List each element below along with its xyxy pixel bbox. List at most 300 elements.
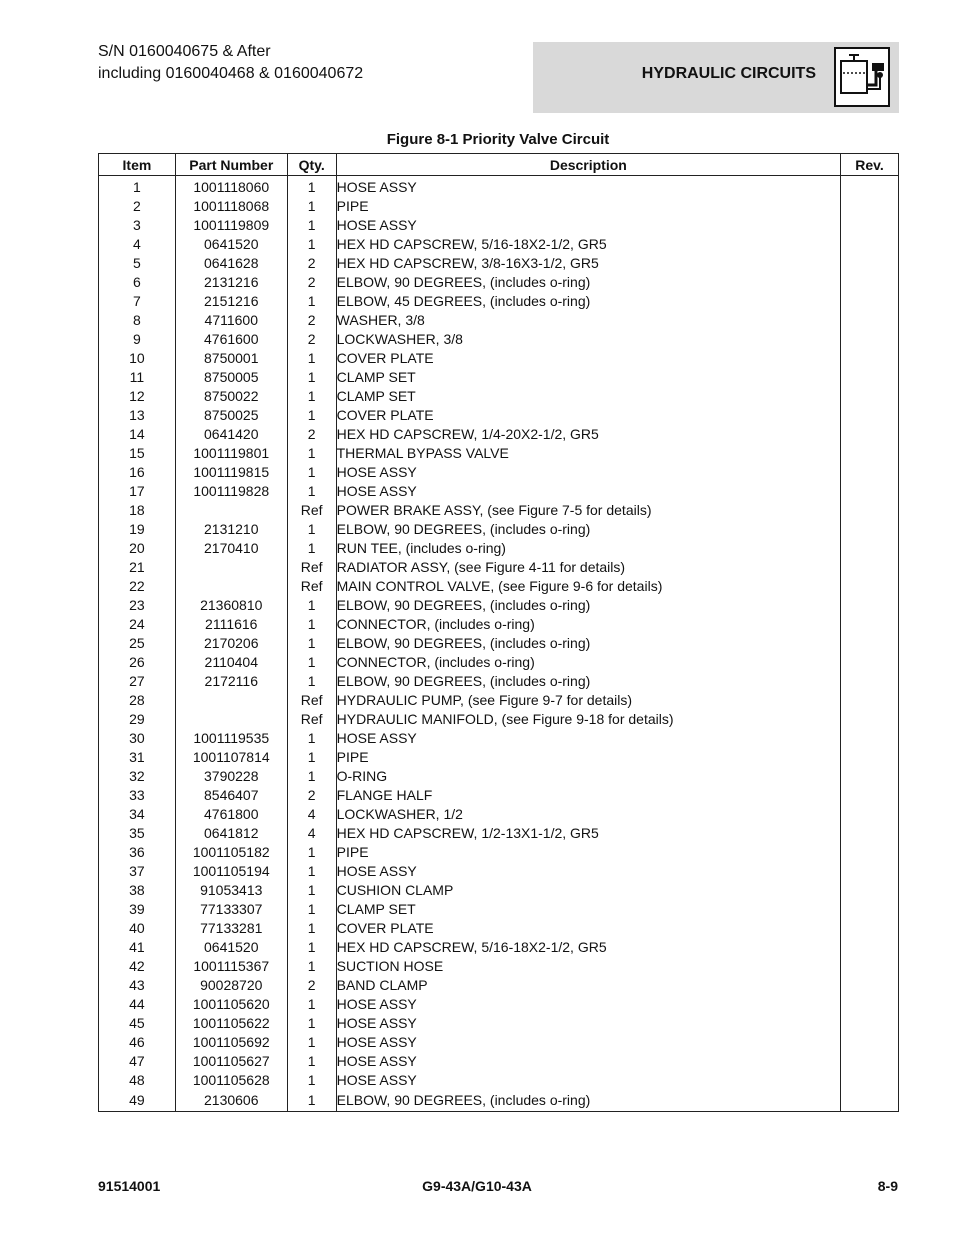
part-number: 4711600 [175,311,287,330]
revision [841,197,899,216]
quantity: 1 [287,292,336,311]
item-number: 22 [99,577,176,596]
table-row [99,805,899,824]
item-number: 29 [99,710,176,729]
part-number: 0641520 [175,235,287,254]
revision [841,330,899,349]
description: MAIN CONTROL VALVE, (see Figure 9-6 for details) [336,577,840,596]
item-number: 4 [99,235,176,254]
item-number: 24 [99,615,176,634]
quantity: 1 [287,919,336,938]
revision [841,1014,899,1033]
quantity: 1 [287,444,336,463]
table-row [99,691,899,710]
part-number: 1001105620 [175,995,287,1014]
item-number: 6 [99,273,176,292]
item-number: 37 [99,862,176,881]
table-row [99,767,899,786]
part-number: 8750001 [175,349,287,368]
item-number: 33 [99,786,176,805]
item-number: 11 [99,368,176,387]
part-number: 1001119535 [175,729,287,748]
serial-number-note [98,41,363,85]
quantity: 1 [287,235,336,254]
part-number: 1001118068 [175,197,287,216]
table-row [99,539,899,558]
description: CONNECTOR, (includes o-ring) [336,653,840,672]
description: SUCTION HOSE [336,957,840,976]
description: COVER PLATE [336,919,840,938]
quantity: 1 [287,176,336,198]
item-number: 16 [99,463,176,482]
figure-title: Figure 8-1 Priority Valve Circuit [386,131,610,148]
description: ELBOW, 45 DEGREES, (includes o-ring) [336,292,840,311]
table-row [99,520,899,539]
item-number: 19 [99,520,176,539]
description: POWER BRAKE ASSY, (see Figure 7-5 for details) [336,501,840,520]
parts-table-body [99,176,899,1112]
quantity: 2 [287,976,336,995]
item-number: 18 [99,501,176,520]
part-number: 77133307 [175,900,287,919]
quantity: 1 [287,349,336,368]
description: HYDRAULIC PUMP, (see Figure 9-7 for details) [336,691,840,710]
quantity: 1 [287,596,336,615]
description: O-RING [336,767,840,786]
revision [841,577,899,596]
description: LOCKWASHER, 3/8 [336,330,840,349]
quantity: 1 [287,729,336,748]
description: COVER PLATE [336,349,840,368]
item-number: 39 [99,900,176,919]
revision [841,482,899,501]
part-number: 8750025 [175,406,287,425]
description: THERMAL BYPASS VALVE [336,444,840,463]
part-number: 2130606 [175,1090,287,1112]
description: COVER PLATE [336,406,840,425]
table-row [99,425,899,444]
quantity: 1 [287,1052,336,1071]
revision [841,1071,899,1090]
part-number: 1001119828 [175,482,287,501]
description: ELBOW, 90 DEGREES, (includes o-ring) [336,273,840,292]
revision [841,463,899,482]
table-row [99,387,899,406]
item-number: 23 [99,596,176,615]
item-number: 17 [99,482,176,501]
table-row [99,216,899,235]
item-number: 25 [99,634,176,653]
revision [841,995,899,1014]
description: BAND CLAMP [336,976,840,995]
quantity: 1 [287,368,336,387]
header-part-number: Part Number [175,154,287,176]
table-row [99,273,899,292]
table-row [99,368,899,387]
description: HOSE ASSY [336,1052,840,1071]
table-row [99,330,899,349]
description: HOSE ASSY [336,216,840,235]
revision [841,558,899,577]
revision [841,710,899,729]
item-number: 1 [99,176,176,198]
description: HOSE ASSY [336,862,840,881]
revision [841,862,899,881]
quantity: 1 [287,634,336,653]
item-number: 7 [99,292,176,311]
item-number: 47 [99,1052,176,1071]
description: HYDRAULIC MANIFOLD, (see Figure 9-18 for details) [336,710,840,729]
quantity: Ref [287,710,336,729]
quantity: 1 [287,843,336,862]
part-number: 21360810 [175,596,287,615]
part-number: 2170410 [175,539,287,558]
table-row [99,482,899,501]
part-number [175,577,287,596]
revision [841,539,899,558]
item-number: 26 [99,653,176,672]
part-number: 1001118060 [175,176,287,198]
revision [841,425,899,444]
part-number: 2131210 [175,520,287,539]
quantity: 1 [287,672,336,691]
quantity: 1 [287,197,336,216]
item-number: 31 [99,748,176,767]
part-number: 4761600 [175,330,287,349]
item-number: 2 [99,197,176,216]
footer-model: G9-43A/G10-43A [422,1178,532,1194]
table-row [99,653,899,672]
quantity: 2 [287,786,336,805]
revision [841,615,899,634]
revision [841,406,899,425]
quantity: 2 [287,273,336,292]
quantity: 4 [287,805,336,824]
description: HEX HD CAPSCREW, 5/16-18X2-1/2, GR5 [336,938,840,957]
table-row [99,615,899,634]
header-description: Description [336,154,840,176]
table-row [99,748,899,767]
description: CONNECTOR, (includes o-ring) [336,615,840,634]
description: HOSE ASSY [336,176,840,198]
revision [841,805,899,824]
quantity: 2 [287,254,336,273]
hydraulic-reservoir-icon [834,47,890,107]
table-row [99,634,899,653]
quantity: 1 [287,387,336,406]
revision [841,786,899,805]
quantity: 1 [287,653,336,672]
description: WASHER, 3/8 [336,311,840,330]
table-row [99,406,899,425]
quantity: Ref [287,577,336,596]
table-row [99,197,899,216]
footer-doc-number: 91514001 [98,1178,161,1194]
item-number: 10 [99,349,176,368]
section-title: HYDRAULIC CIRCUITS [641,65,816,82]
revision [841,748,899,767]
table-row [99,786,899,805]
quantity: 1 [287,520,336,539]
revision [841,292,899,311]
part-number: 1001119815 [175,463,287,482]
description: PIPE [336,748,840,767]
item-number: 14 [99,425,176,444]
quantity: 2 [287,330,336,349]
part-number: 8750005 [175,368,287,387]
header-qty: Qty. [287,154,336,176]
item-number: 34 [99,805,176,824]
description: ELBOW, 90 DEGREES, (includes o-ring) [336,1090,840,1112]
part-number: 0641520 [175,938,287,957]
table-row [99,995,899,1014]
quantity: 4 [287,824,336,843]
revision [841,957,899,976]
quantity: 1 [287,957,336,976]
revision [841,881,899,900]
header-item: Item [99,154,176,176]
table-row [99,235,899,254]
revision [841,691,899,710]
item-number: 40 [99,919,176,938]
description: CUSHION CLAMP [336,881,840,900]
revision [841,273,899,292]
item-number: 45 [99,1014,176,1033]
part-number: 1001105622 [175,1014,287,1033]
table-row [99,672,899,691]
description: RADIATOR ASSY, (see Figure 4-11 for details) [336,558,840,577]
section-header [533,42,899,113]
revision [841,254,899,273]
item-number: 49 [99,1090,176,1112]
revision [841,938,899,957]
parts-table [98,153,899,1112]
part-number [175,501,287,520]
description: FLANGE HALF [336,786,840,805]
quantity: 1 [287,482,336,501]
revision [841,501,899,520]
description: HEX HD CAPSCREW, 1/2-13X1-1/2, GR5 [336,824,840,843]
quantity: 1 [287,767,336,786]
item-number: 3 [99,216,176,235]
revision [841,634,899,653]
description: ELBOW, 90 DEGREES, (includes o-ring) [336,634,840,653]
quantity: 1 [287,881,336,900]
table-row [99,349,899,368]
part-number: 2111616 [175,615,287,634]
item-number: 9 [99,330,176,349]
quantity: 1 [287,539,336,558]
table-row [99,1014,899,1033]
revision [841,216,899,235]
description: LOCKWASHER, 1/2 [336,805,840,824]
table-row [99,558,899,577]
description: HOSE ASSY [336,995,840,1014]
item-number: 13 [99,406,176,425]
table-row [99,957,899,976]
revision [841,176,899,198]
table-row [99,254,899,273]
part-number [175,558,287,577]
description: HEX HD CAPSCREW, 3/8-16X3-1/2, GR5 [336,254,840,273]
table-row [99,843,899,862]
revision [841,596,899,615]
part-number: 2131216 [175,273,287,292]
revision [841,1033,899,1052]
revision [841,824,899,843]
item-number: 27 [99,672,176,691]
part-number: 1001105628 [175,1071,287,1090]
serial-line-1: S/N 0160040675 & After [98,43,271,60]
part-number: 4761800 [175,805,287,824]
table-row [99,1090,899,1112]
item-number: 15 [99,444,176,463]
table-row [99,729,899,748]
revision [841,520,899,539]
table-row [99,976,899,995]
description: PIPE [336,197,840,216]
part-number: 1001119809 [175,216,287,235]
quantity: 1 [287,748,336,767]
item-number: 35 [99,824,176,843]
part-number: 2170206 [175,634,287,653]
part-number [175,710,287,729]
revision [841,444,899,463]
table-row [99,501,899,520]
part-number: 90028720 [175,976,287,995]
item-number: 41 [99,938,176,957]
item-number: 32 [99,767,176,786]
item-number: 48 [99,1071,176,1090]
quantity: 1 [287,862,336,881]
table-row [99,710,899,729]
revision [841,235,899,254]
item-number: 38 [99,881,176,900]
revision [841,900,899,919]
description: ELBOW, 90 DEGREES, (includes o-ring) [336,520,840,539]
quantity: 1 [287,406,336,425]
revision [841,653,899,672]
part-number: 1001105182 [175,843,287,862]
part-number: 8750022 [175,387,287,406]
part-number: 0641628 [175,254,287,273]
revision [841,311,899,330]
table-row [99,444,899,463]
quantity: 1 [287,1033,336,1052]
part-number: 2151216 [175,292,287,311]
table-row [99,596,899,615]
description: HOSE ASSY [336,1033,840,1052]
part-number: 77133281 [175,919,287,938]
quantity: 1 [287,216,336,235]
table-row [99,311,899,330]
part-number: 0641812 [175,824,287,843]
description: HOSE ASSY [336,1014,840,1033]
quantity: Ref [287,501,336,520]
revision [841,672,899,691]
description: PIPE [336,843,840,862]
quantity: 2 [287,311,336,330]
item-number: 30 [99,729,176,748]
description: HOSE ASSY [336,463,840,482]
description: ELBOW, 90 DEGREES, (includes o-ring) [336,596,840,615]
part-number: 1001105627 [175,1052,287,1071]
description: HOSE ASSY [336,1071,840,1090]
description: HEX HD CAPSCREW, 5/16-18X2-1/2, GR5 [336,235,840,254]
quantity: 1 [287,995,336,1014]
quantity: 1 [287,900,336,919]
footer-page-number: 8-9 [877,1178,898,1194]
item-number: 12 [99,387,176,406]
revision [841,349,899,368]
item-number: 5 [99,254,176,273]
table-row [99,1052,899,1071]
part-number: 1001105194 [175,862,287,881]
item-number: 43 [99,976,176,995]
description: RUN TEE, (includes o-ring) [336,539,840,558]
quantity: 1 [287,463,336,482]
part-number: 91053413 [175,881,287,900]
quantity: 1 [287,615,336,634]
item-number: 42 [99,957,176,976]
table-row [99,292,899,311]
part-number: 2110404 [175,653,287,672]
revision [841,729,899,748]
part-number: 8546407 [175,786,287,805]
description: CLAMP SET [336,368,840,387]
part-number: 0641420 [175,425,287,444]
description: HOSE ASSY [336,729,840,748]
item-number: 8 [99,311,176,330]
item-number: 46 [99,1033,176,1052]
part-number [175,691,287,710]
table-row [99,1033,899,1052]
item-number: 28 [99,691,176,710]
table-row [99,176,899,198]
part-number: 1001119801 [175,444,287,463]
quantity: 1 [287,938,336,957]
table-row [99,824,899,843]
quantity: 1 [287,1014,336,1033]
item-number: 44 [99,995,176,1014]
quantity: Ref [287,558,336,577]
revision [841,1090,899,1112]
part-number: 1001115367 [175,957,287,976]
item-number: 21 [99,558,176,577]
revision [841,976,899,995]
part-number: 3790228 [175,767,287,786]
description: ELBOW, 90 DEGREES, (includes o-ring) [336,672,840,691]
description: CLAMP SET [336,387,840,406]
description: HEX HD CAPSCREW, 1/4-20X2-1/2, GR5 [336,425,840,444]
revision [841,368,899,387]
table-row [99,1071,899,1090]
quantity: Ref [287,691,336,710]
header-rev: Rev. [841,154,899,176]
table-row [99,938,899,957]
quantity: 1 [287,1071,336,1090]
table-header-row [99,154,899,176]
table-row [99,919,899,938]
part-number: 2172116 [175,672,287,691]
table-row [99,862,899,881]
table-row [99,577,899,596]
serial-line-2: including 0160040468 & 0160040672 [98,65,364,82]
quantity: 2 [287,425,336,444]
revision [841,1052,899,1071]
quantity: 1 [287,1090,336,1112]
revision [841,387,899,406]
